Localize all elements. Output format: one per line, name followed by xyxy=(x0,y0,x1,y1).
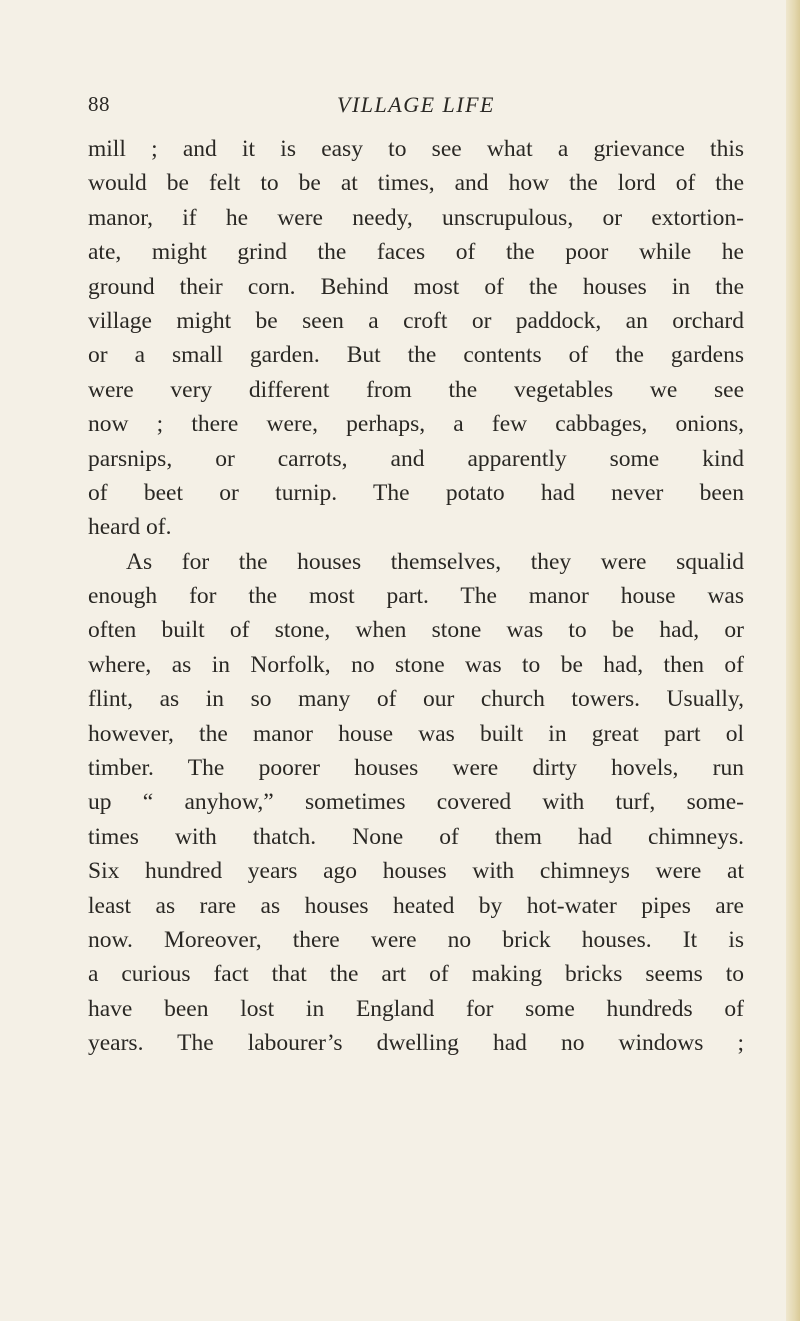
text-line: ate, might grind the faces of the poor while he xyxy=(88,239,744,266)
text-line: would be felt to be at times, and how the lord of the xyxy=(88,170,744,197)
text-line: where, as in Norfolk, no stone was to be had, then of xyxy=(88,651,744,678)
text-line: now ; there were, perhaps, a few cabbages, onions, xyxy=(88,411,744,438)
text-line: years. The labourer’s dwelling had no windows ; xyxy=(88,1030,744,1057)
text-line: often built of stone, when stone was to be had, or xyxy=(88,617,744,644)
text-line: manor, if he were needy, unscrupulous, or extortion- xyxy=(88,204,744,231)
text-line: or a small garden. But the contents of the gardens xyxy=(88,342,744,369)
text-line: mill ; and it is easy to see what a grievance this xyxy=(88,136,744,162)
text-line: of beet or turnip. The potato had never been xyxy=(88,479,744,506)
text-line: a curious fact that the art of making bricks seems to xyxy=(88,961,744,988)
text-line: timber. The poorer houses were dirty hovels, run xyxy=(88,755,744,782)
page-header xyxy=(88,92,744,120)
text-line: have been lost in England for some hundreds of xyxy=(88,995,744,1022)
text-line: up “ anyhow,” sometimes covered with turf, some- xyxy=(88,789,744,816)
text-line: were very different from the vegetables we see xyxy=(88,376,744,403)
text-line: times with thatch. None of them had chimneys. xyxy=(88,823,744,850)
text-line: enough for the most part. The manor house was xyxy=(88,583,744,610)
text-line: now. Moreover, there were no brick houses. It is xyxy=(88,926,744,953)
text-line: Six hundred years ago houses with chimneys were at xyxy=(88,858,744,885)
text-line: ground their corn. Behind most of the houses in the xyxy=(88,273,744,300)
body-text xyxy=(88,132,744,1061)
text-line: however, the manor house was built in great part ol xyxy=(88,720,744,747)
text-line: heard of. xyxy=(88,514,172,541)
page-edge xyxy=(786,0,800,1321)
running-head: VILLAGE LIFE xyxy=(337,92,495,117)
text-line: village might be seen a croft or paddock, an orchard xyxy=(88,307,744,334)
text-line: As for the houses themselves, they were squalid xyxy=(126,548,744,575)
text-line: flint, as in so many of our church towers. Usually, xyxy=(88,686,744,713)
text-line: least as rare as houses heated by hot-water pipes are xyxy=(88,892,744,919)
text-line: parsnips, or carrots, and apparently some kind xyxy=(88,445,744,472)
page-number: 88 xyxy=(88,92,110,116)
